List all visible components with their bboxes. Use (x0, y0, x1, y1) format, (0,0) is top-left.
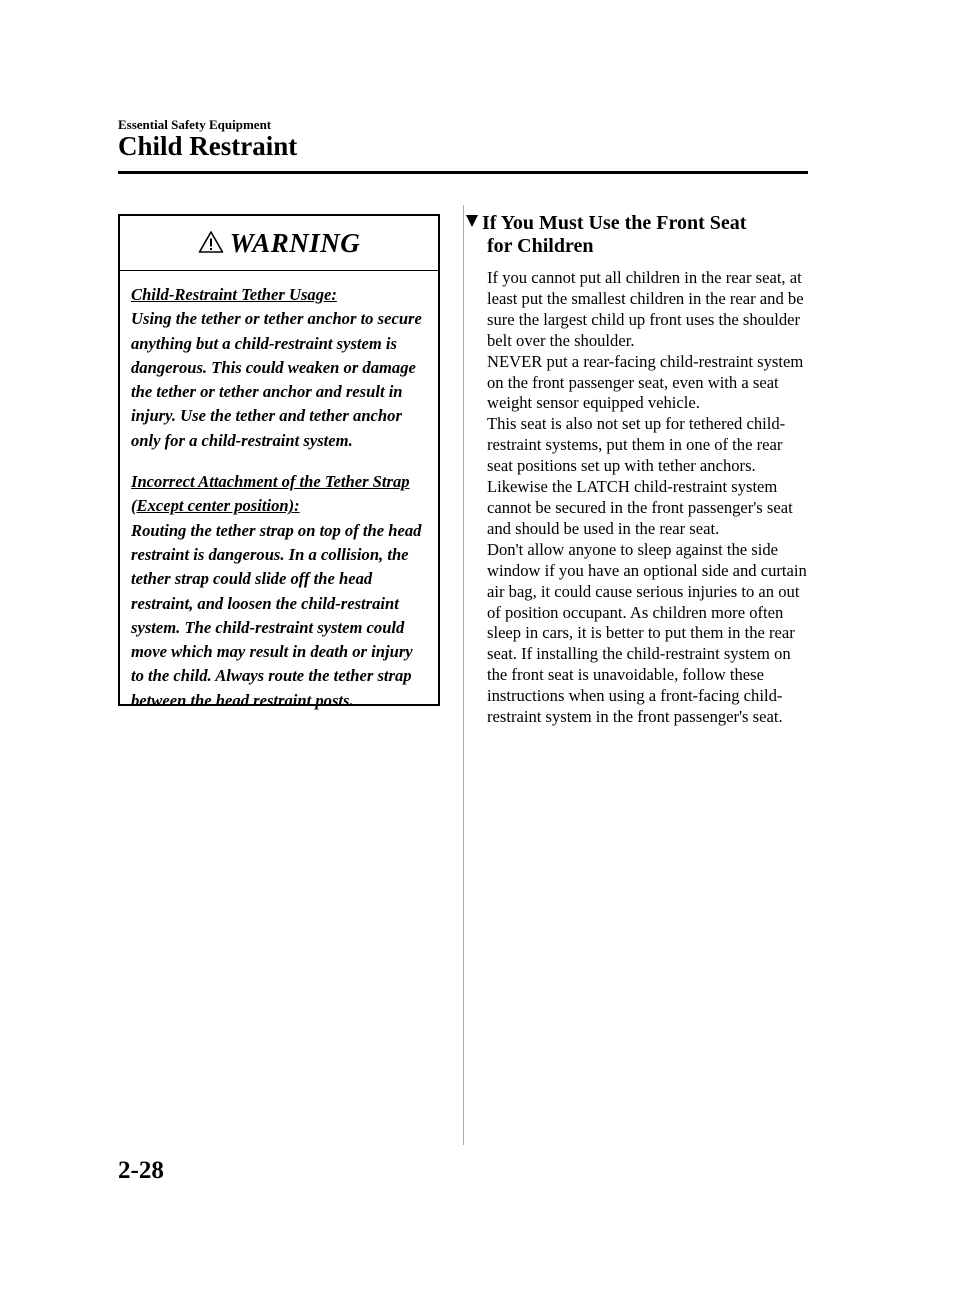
body-paragraph: NEVER put a rear-facing child-restraint system on the front passenger seat, even with a seat weight sensor equipped vehicle. (487, 351, 804, 413)
front-seat-body (487, 268, 812, 728)
body-paragraph: This seat is also not set up for tethered child-restraint systems, put them in one of the rear seat positions set up with tether anchors. (487, 414, 786, 476)
subsection-heading-line1: If You Must Use the Front Seat (482, 212, 747, 234)
warning-subheading: Incorrect Attachment of the Tether Strap (Except center position): (131, 472, 410, 516)
warning-triangle-icon (198, 230, 224, 254)
triangle-bullet-icon (466, 215, 478, 227)
body-paragraph: Likewise the LATCH child-restraint system cannot be secured in the front passenger's seat and should be used in the rear seat. (487, 477, 793, 538)
subsection-heading-line2: for Children (487, 235, 594, 257)
column-divider (463, 205, 464, 1145)
section-label: Essential Safety Equipment (118, 117, 272, 132)
title-rule (118, 171, 808, 174)
subsection-heading (466, 212, 806, 258)
page-number: 2-28 (118, 1157, 164, 1184)
warning-body (120, 271, 438, 713)
body-paragraph: If you cannot put all children in the rear seat, at least put the smallest children in the rear and be sure the largest child up front uses the shoulder belt over the shoulder. (487, 268, 804, 350)
warning-header (120, 216, 438, 271)
warning-title: WARNING (229, 227, 361, 258)
warning-text: Using the tether or tether anchor to secure anything but a child-restraint system is dangerous. This could weaken or damage the tether or tether anchor and result in injury. Use the tether and tether anchor only for a child-restraint system. (131, 309, 422, 450)
warning-box (118, 214, 440, 710)
warning-subheading: Child-Restraint Tether Usage: (131, 285, 337, 304)
body-paragraph: Don't allow anyone to sleep against the side window if you have an optional side and curtain air bag, it could cause serious injuries to an out of position occupant. As children more often sleep in cars, it is better to put them in the rear seat. If installing the child-restraint system on the front seat is unavoidable, follow these instructions when using a front-facing child-restraint system in the front passenger's seat. (487, 539, 807, 727)
warning-text: Routing the tether strap on top of the head restraint is dangerous. In a collision, the tether strap could slide off the head restraint, and loosen the child-restraint system. The child-restraint system could move which may result in death or injury to the child. Always route the tether strap between the head restraint posts. (131, 520, 422, 710)
page-title: Child Restraint (118, 131, 298, 161)
